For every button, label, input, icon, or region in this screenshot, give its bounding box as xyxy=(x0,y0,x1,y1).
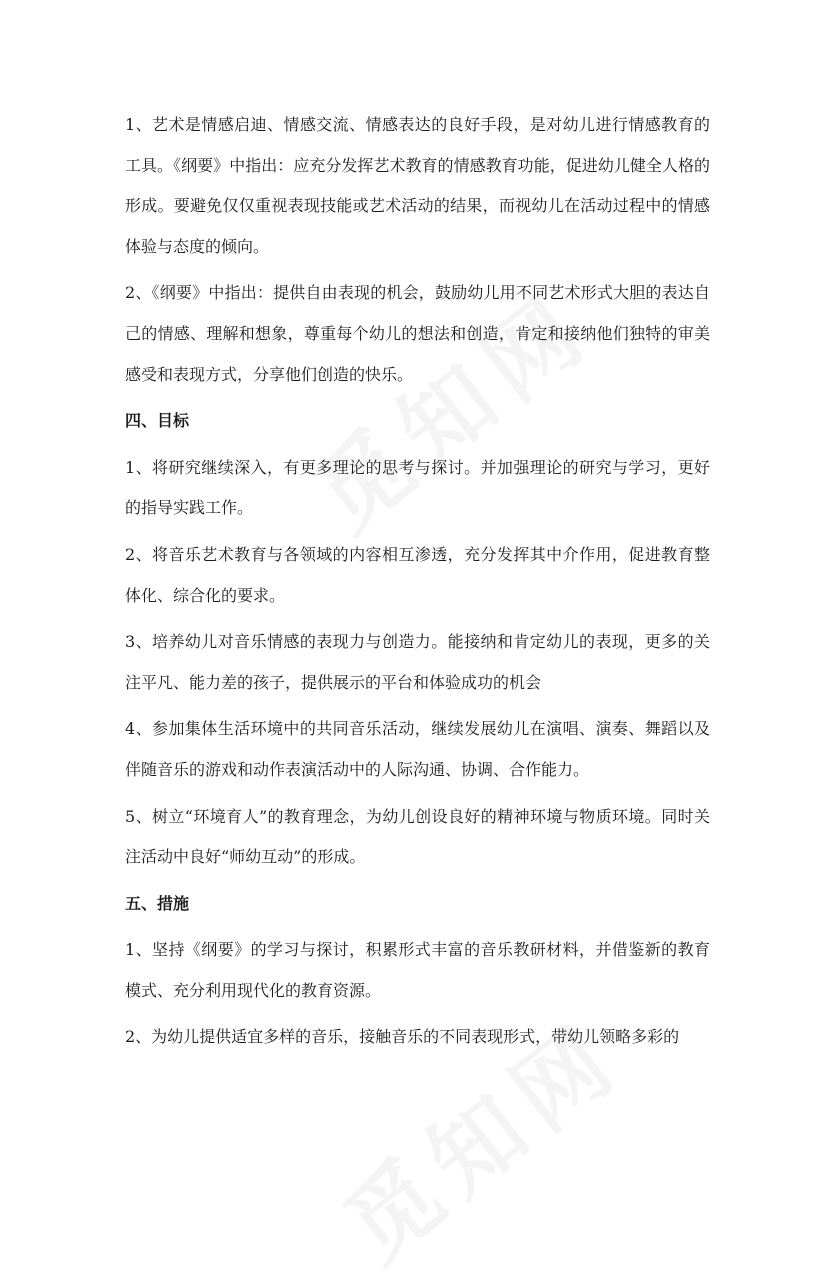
goal-item-3: 3、培养幼儿对音乐情感的表现力与创造力。能接纳和肯定幼儿的表现，更多的关注平凡、能力差的孩子，提供展示的平台和体验成功的机会 xyxy=(125,632,710,692)
goal-item-2: 2、将音乐艺术教育与各领域的内容相互渗透，充分发挥其中介作用，促进教育整体化、综合化的要求。 xyxy=(125,544,710,605)
goal-item-4: 4、参加集体生活环境中的共同音乐活动，继续发展幼儿在演唱、演奏、舞蹈以及伴随音乐的游戏和动作表演活动中的人际沟通、协调、合作能力。 xyxy=(125,719,710,779)
measure-item-1: 1、坚持《纲要》的学习与探讨，积累形式丰富的音乐教研材料，并借鉴新的教育模式、充分利用现代化的教育资源。 xyxy=(125,940,710,1000)
paragraph-art-emotion: 1、艺术是情感启迪、情感交流、情感表达的良好手段，是对幼儿进行情感教育的工具。《纲要》中指出：应充分发挥艺术教育的情感教育功能，促进幼儿健全人格的形成。要避免仅仅重视表现技能或艺术活动的结果，而视幼儿在活动过程中的情感体验与态度的倾向。 xyxy=(125,115,710,256)
goal-item-5: 5、树立“环境育人”的教育理念，为幼儿创设良好的精神环境与物质环境。同时关注活动中良好“师幼互动”的形成。 xyxy=(125,806,710,867)
paragraph-free-expression: 2、《纲要》中指出：提供自由表现的机会，鼓励幼儿用不同艺术形式大胆的表达自己的情感、理解和想象，尊重每个幼儿的想法和创造，肯定和接纳他们独特的审美感受和表现方式，分享他们创造的快乐。 xyxy=(125,283,710,384)
measure-item-2: 2、为幼儿提供适宜多样的音乐，接触音乐的不同表现形式，带幼儿领略多彩的 xyxy=(125,1027,680,1047)
document-body xyxy=(125,105,710,1064)
section-heading-measures: 五、措施 xyxy=(125,893,190,913)
goal-item-1: 1、将研究继续深入，有更多理论的思考与探讨。并加强理论的研究与学习，更好的指导实践工作。 xyxy=(125,457,710,518)
section-heading-goals: 四、目标 xyxy=(125,411,190,431)
